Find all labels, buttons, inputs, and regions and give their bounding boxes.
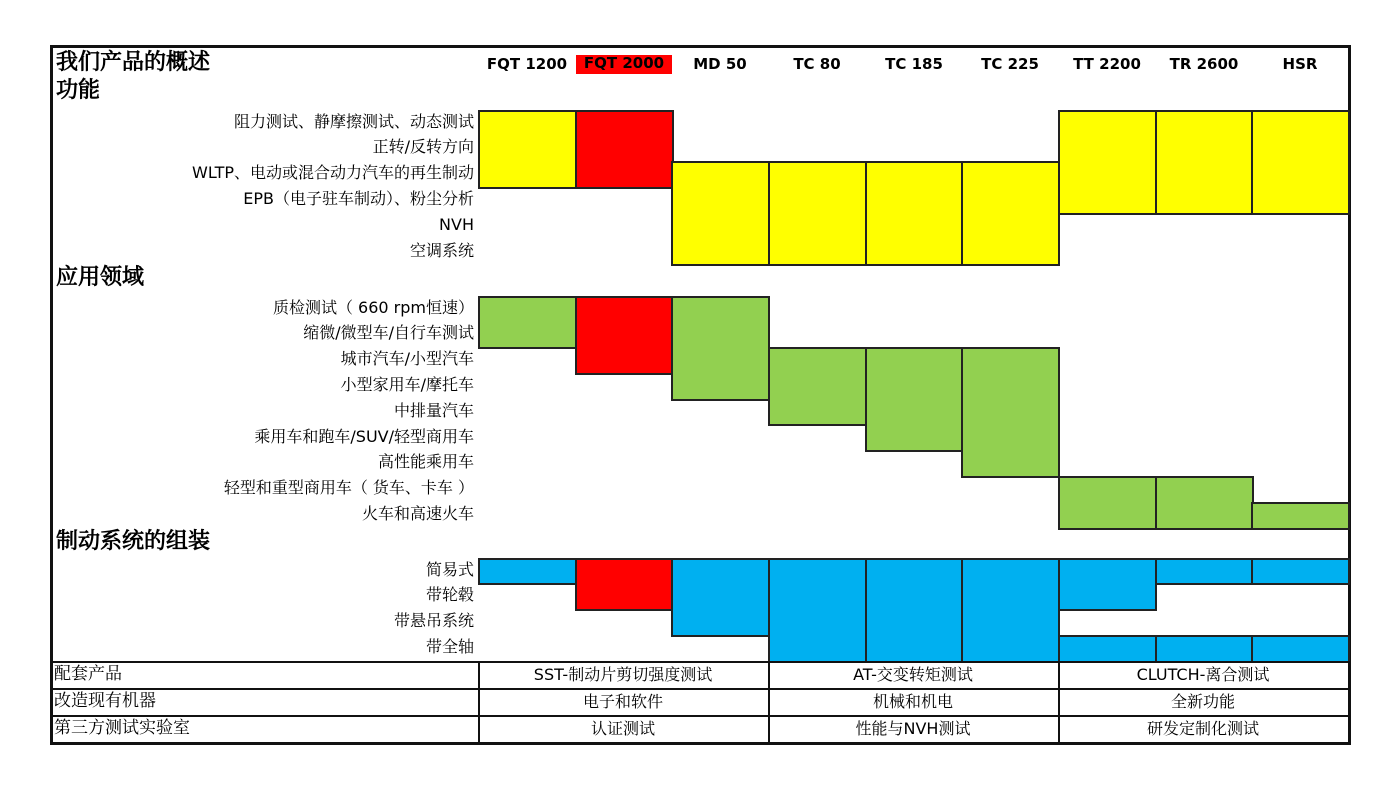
row-label: 高性能乘用车 — [377, 452, 474, 472]
section-title: 制动系统的组装 — [56, 529, 211, 554]
row-label: 带悬吊系统 — [393, 611, 474, 631]
footer-grid-h — [50, 715, 1350, 717]
row-label: 质检测试（ 660 rpm恒速） — [272, 297, 474, 317]
coverage-cell — [961, 161, 1060, 266]
table-border-h — [50, 45, 1350, 48]
coverage-cell — [768, 558, 867, 663]
coverage-cell — [961, 558, 1060, 663]
coverage-cell — [478, 110, 577, 189]
product-header: FQT 1200 — [486, 55, 568, 73]
row-label: 乘用车和跑车/SUV/轻型商用车 — [254, 426, 474, 446]
footer-grid-h — [50, 661, 1350, 663]
product-header: TR 2600 — [1169, 55, 1239, 73]
coverage-cell — [1155, 476, 1254, 530]
row-label: 小型家用车/摩托车 — [340, 374, 474, 394]
row-label: 城市汽车/小型汽车 — [340, 349, 474, 369]
coverage-cell — [478, 296, 577, 350]
coverage-cell — [671, 558, 770, 637]
coverage-cell — [1251, 110, 1350, 215]
row-label: 空调系统 — [409, 240, 474, 260]
coverage-cell — [1058, 558, 1157, 612]
row-label: 带全轴 — [425, 636, 474, 656]
footer-cell: CLUTCH-离合测试 — [1136, 665, 1270, 684]
coverage-cell — [865, 347, 964, 452]
footer-row-label: 改造现有机器 — [54, 691, 156, 711]
coverage-cell — [575, 558, 674, 612]
row-label: EPB（电子驻车制动）、粉尘分析 — [243, 188, 474, 208]
product-header: FQT 2000 — [576, 55, 672, 74]
footer-cell: 机械和机电 — [872, 692, 953, 711]
coverage-cell — [1058, 635, 1157, 663]
product-header: TC 225 — [981, 55, 1039, 73]
product-header: HSR — [1282, 55, 1318, 73]
coverage-cell — [575, 296, 674, 375]
footer-row-label: 第三方测试实验室 — [54, 718, 190, 738]
coverage-cell — [768, 347, 867, 426]
row-label: 轻型和重型商用车（ 货车、卡车 ） — [223, 478, 474, 498]
coverage-cell — [671, 296, 770, 401]
coverage-cell — [1155, 558, 1254, 586]
product-header: TC 80 — [793, 55, 841, 73]
row-label: 中排量汽车 — [393, 400, 474, 420]
row-label: 正转/反转方向 — [372, 137, 474, 157]
coverage-cell — [1155, 635, 1254, 663]
row-label: 简易式 — [425, 559, 474, 579]
row-label: 缩微/微型车/自行车测试 — [303, 323, 474, 343]
coverage-cell — [1058, 110, 1157, 215]
coverage-cell — [865, 161, 964, 266]
product-header: TT 2200 — [1073, 55, 1141, 73]
footer-grid-h — [50, 688, 1350, 690]
coverage-cell — [671, 161, 770, 266]
coverage-cell — [478, 558, 577, 586]
footer-cell: 认证测试 — [590, 719, 655, 738]
row-label: NVH — [439, 214, 474, 234]
section-title: 功能 — [56, 78, 101, 103]
page-title: 我们产品的概述 — [56, 50, 211, 75]
footer-cell: AT-交变转矩测试 — [853, 665, 973, 684]
table-border-h — [50, 742, 1350, 745]
product-header: TC 185 — [885, 55, 943, 73]
coverage-cell — [1251, 502, 1350, 530]
footer-row-label: 配套产品 — [54, 664, 122, 684]
coverage-cell — [865, 558, 964, 663]
row-label: 阻力测试、静摩擦测试、动态测试 — [233, 111, 474, 131]
table-border-v — [50, 45, 53, 745]
footer-cell: 研发定制化测试 — [1146, 719, 1259, 738]
coverage-cell — [575, 110, 674, 189]
coverage-cell — [961, 347, 1060, 478]
footer-cell: SST-制动片剪切强度测试 — [533, 665, 713, 684]
row-label: WLTP、电动或混合动力汽车的再生制动 — [192, 163, 474, 183]
footer-cell: 电子和软件 — [582, 692, 663, 711]
coverage-cell — [1058, 476, 1157, 530]
product-header: MD 50 — [693, 55, 747, 73]
coverage-cell — [1251, 635, 1350, 663]
section-title: 应用领域 — [56, 265, 145, 290]
row-label: 带轮毂 — [425, 585, 474, 605]
row-label: 火车和高速火车 — [361, 503, 474, 523]
footer-cell: 全新功能 — [1170, 692, 1235, 711]
coverage-cell — [1155, 110, 1254, 215]
coverage-cell — [1251, 558, 1350, 586]
footer-cell: 性能与NVH测试 — [855, 719, 971, 738]
coverage-cell — [768, 161, 867, 266]
